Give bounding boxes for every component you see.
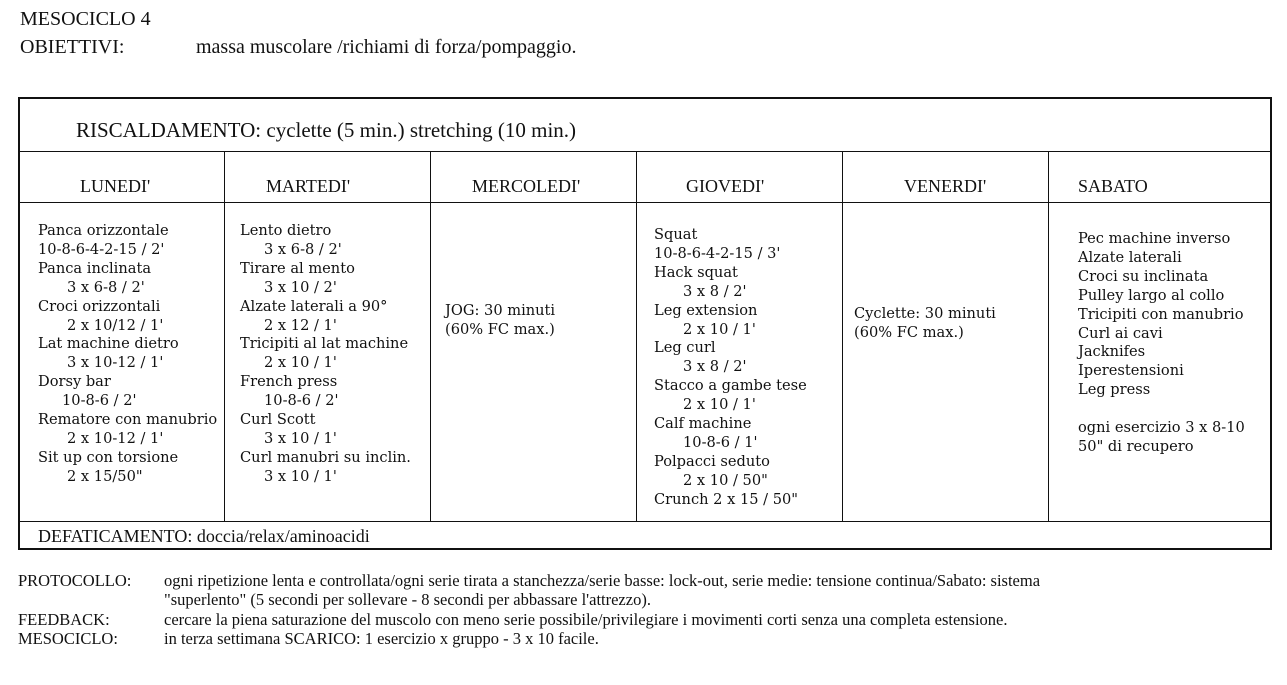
mesocycle-label: MESOCICLO: [18, 629, 118, 648]
exercise-line: Sit up con torsione [38, 448, 179, 466]
exercise-line: 2 x 10 / 1' [264, 354, 337, 372]
exercise-line: Curl ai cavi [1078, 324, 1163, 342]
mesocycle-note [18, 630, 1278, 650]
day-cell-saturday [1078, 230, 1245, 457]
exercise-line: ogni esercizio 3 x 8-10 [1078, 419, 1245, 437]
exercise-line: Pulley largo al collo [1078, 286, 1225, 304]
exercise-line: Jacknifes [1078, 343, 1146, 361]
exercise-line: 10-8-6-4-2-15 / 2' [38, 240, 165, 258]
exercise-line: Panca inclinata [38, 259, 152, 277]
rule-under-days [18, 202, 1272, 203]
exercise-line: 3 x 8 / 2' [683, 358, 747, 376]
exercise-line: Lat machine dietro [38, 335, 179, 353]
exercise-line: Leg extension [654, 301, 758, 319]
exercise-line: 2 x 10 / 1' [683, 320, 756, 338]
exercise-line: Alzate laterali a 90° [240, 297, 388, 315]
exercise-line: (60% FC max.) [445, 320, 555, 338]
exercise-line [1078, 400, 1245, 419]
column-divider [224, 151, 225, 521]
exercise-line: Hack squat [654, 263, 738, 281]
exercise-line: 3 x 10-12 / 1' [67, 354, 164, 372]
exercise-line: Cyclette: 30 minuti [854, 305, 996, 322]
day-cell-wednesday [445, 302, 555, 340]
exercise-line: 2 x 10-12 / 1' [67, 429, 164, 447]
exercise-line: Tirare al mento [240, 259, 355, 277]
exercise-line: Tricipiti con manubrio [1078, 305, 1244, 323]
exercise-line: 2 x 10/12 / 1' [67, 316, 164, 334]
exercise-line: 50" di recupero [1078, 437, 1194, 455]
table-top-border [18, 97, 1272, 99]
exercise-line: Curl Scott [240, 411, 316, 429]
column-divider [1048, 151, 1049, 521]
column-divider [430, 151, 431, 521]
day-header-saturday: SABATO [1078, 176, 1148, 196]
exercise-line: 10-8-6 / 2' [62, 392, 137, 410]
exercise-line: Lento dietro [240, 222, 332, 239]
exercise-line: 3 x 10 / 2' [264, 278, 337, 296]
column-divider [842, 151, 843, 521]
exercise-line: Stacco a gambe tese [654, 377, 807, 395]
exercise-line: 3 x 6-8 / 2' [264, 240, 342, 258]
exercise-line: Leg curl [654, 339, 716, 357]
exercise-line: 3 x 8 / 2' [683, 282, 747, 300]
exercise-line: Alzate laterali [1078, 248, 1182, 266]
day-cell-friday [854, 305, 996, 343]
exercise-line: Pec machine inverso [1078, 230, 1231, 247]
day-header-wednesday: MERCOLEDI' [472, 176, 581, 196]
protocol-note [18, 572, 1278, 612]
protocol-label: PROTOCOLLO: [18, 571, 132, 590]
objectives-label: OBIETTIVI: [20, 36, 125, 58]
day-header-monday: LUNEDI' [80, 176, 151, 196]
protocol-text-line2: "superlento" (5 secondi per sollevare - 8 secondi per abbassare l'attrezzo). [164, 590, 651, 609]
day-cell-tuesday [240, 222, 411, 487]
page-title: MESOCICLO 4 [20, 8, 151, 30]
exercise-line: 3 x 10 / 1' [264, 467, 337, 485]
protocol-text-line1: ogni ripetizione lenta e controllata/ogni serie tirata a stanchezza/serie basse: lock-out, serie medie: tensione continua/Sabato: sistema [164, 571, 1041, 590]
exercise-line: Croci orizzontali [38, 297, 161, 315]
feedback-note [18, 611, 1278, 631]
day-header-thursday: GIOVEDI' [686, 176, 765, 196]
table-left-border [18, 97, 20, 550]
day-cell-thursday [654, 226, 807, 510]
table-bottom-border [18, 548, 1272, 550]
exercise-line: Dorsy bar [38, 373, 111, 391]
exercise-line: Tricipiti al lat machine [240, 335, 409, 353]
exercise-line: 10-8-6-4-2-15 / 3' [654, 244, 781, 262]
exercise-line: 2 x 12 / 1' [264, 316, 337, 334]
exercise-line: Panca orizzontale [38, 222, 169, 239]
day-cell-monday [38, 222, 217, 487]
exercise-line: Curl manubri su inclin. [240, 448, 411, 466]
objectives-value: massa muscolare /richiami di forza/pompaggio. [196, 36, 577, 58]
column-divider [636, 151, 637, 521]
exercise-line: (60% FC max.) [854, 323, 964, 341]
cooldown-row: DEFATICAMENTO: doccia/relax/aminoacidi [38, 526, 370, 546]
exercise-line: 2 x 15/50" [67, 467, 143, 485]
exercise-line: Polpacci seduto [654, 452, 770, 470]
day-header-friday: VENERDI' [904, 176, 987, 196]
exercise-line: 10-8-6 / 1' [683, 433, 758, 451]
rule-under-warmup [18, 151, 1272, 152]
feedback-text: cercare la piena saturazione del muscolo con meno serie possibile/privilegiare i movimenti corti senza una completa estensione. [164, 610, 1008, 629]
exercise-line: 3 x 6-8 / 2' [67, 278, 145, 296]
rule-above-cooldown [18, 521, 1272, 522]
exercise-line: JOG: 30 minuti [445, 302, 556, 319]
exercise-line: French press [240, 373, 338, 391]
objectives-line [20, 36, 577, 58]
mesocycle-text: in terza settimana SCARICO: 1 esercizio x gruppo - 3 x 10 facile. [164, 629, 599, 648]
exercise-line: Leg press [1078, 381, 1151, 399]
exercise-line: Rematore con manubrio [38, 411, 218, 429]
warmup-row: RISCALDAMENTO: cyclette (5 min.) stretching (10 min.) [76, 118, 577, 142]
exercise-line: Croci su inclinata [1078, 267, 1209, 285]
exercise-line: 3 x 10 / 1' [264, 429, 337, 447]
exercise-line: Crunch 2 x 15 / 50" [654, 490, 798, 508]
feedback-label: FEEDBACK: [18, 610, 110, 629]
table-right-border [1270, 97, 1272, 550]
exercise-line: 10-8-6 / 2' [264, 392, 339, 410]
exercise-line: 2 x 10 / 50" [683, 471, 768, 489]
day-header-tuesday: MARTEDI' [266, 176, 351, 196]
exercise-line: 2 x 10 / 1' [683, 396, 756, 414]
exercise-line: Iperestensioni [1078, 362, 1184, 380]
exercise-line: Calf machine [654, 415, 752, 433]
exercise-line: Squat [654, 226, 698, 243]
